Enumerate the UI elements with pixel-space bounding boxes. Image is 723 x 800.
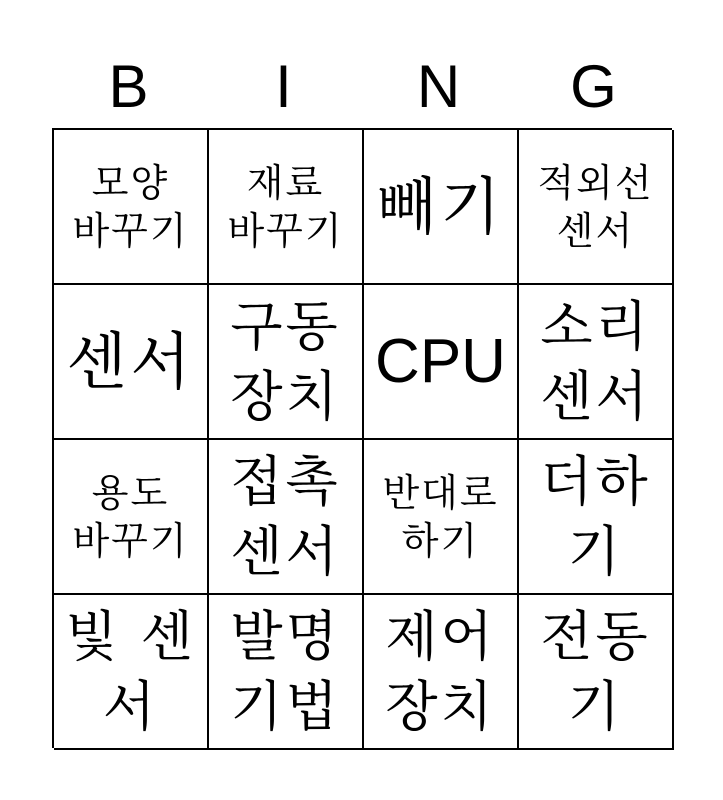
bingo-cell-r2c3[interactable] — [364, 285, 519, 440]
cell-label: 적외선 센서 — [537, 160, 654, 253]
bingo-cell-r3c2[interactable] — [209, 440, 364, 595]
bingo-cell-r4c1[interactable] — [54, 595, 209, 750]
bingo-cell-r3c3[interactable] — [364, 440, 519, 595]
bingo-cell-r4c3[interactable] — [364, 595, 519, 750]
header-letter-i: I — [275, 53, 292, 120]
bingo-board — [52, 128, 672, 748]
bingo-cell-r2c2[interactable] — [209, 285, 364, 440]
bingo-cell-r4c2[interactable] — [209, 595, 364, 750]
cell-label: 접촉 센서 — [230, 449, 341, 583]
cell-label: 발명 기법 — [230, 604, 341, 738]
bingo-cell-r3c1[interactable] — [54, 440, 209, 595]
cell-label: 빼기 — [376, 169, 505, 243]
cell-label: 전동 기 — [540, 604, 651, 738]
bingo-cell-r1c1[interactable] — [54, 130, 209, 285]
bingo-header — [51, 52, 671, 122]
cell-label: 용도 바꾸기 — [72, 470, 189, 563]
header-letter-g: G — [570, 53, 617, 120]
bingo-cell-r3c4[interactable] — [519, 440, 674, 595]
cell-label: 소리 센서 — [540, 294, 651, 428]
cell-label: 더하 기 — [540, 449, 651, 583]
cell-label: 반대로 하기 — [382, 470, 499, 563]
cell-label: 모양 바꾸기 — [72, 160, 189, 253]
cell-label: 재료 바꾸기 — [227, 160, 344, 253]
bingo-cell-r1c4[interactable] — [519, 130, 674, 285]
header-letter-n: N — [416, 53, 461, 120]
bingo-cell-r1c2[interactable] — [209, 130, 364, 285]
cell-label: 센서 — [66, 324, 195, 398]
bingo-cell-r2c1[interactable] — [54, 285, 209, 440]
cell-label: 구동 장치 — [230, 294, 341, 428]
bingo-cell-r4c4[interactable] — [519, 595, 674, 750]
bingo-cell-r2c4[interactable] — [519, 285, 674, 440]
cell-label: 제어 장치 — [385, 604, 496, 738]
header-letter-b: B — [108, 53, 149, 120]
cell-label: 빛 센 서 — [65, 604, 196, 738]
cell-label: CPU — [375, 326, 506, 396]
bingo-cell-r1c3[interactable] — [364, 130, 519, 285]
